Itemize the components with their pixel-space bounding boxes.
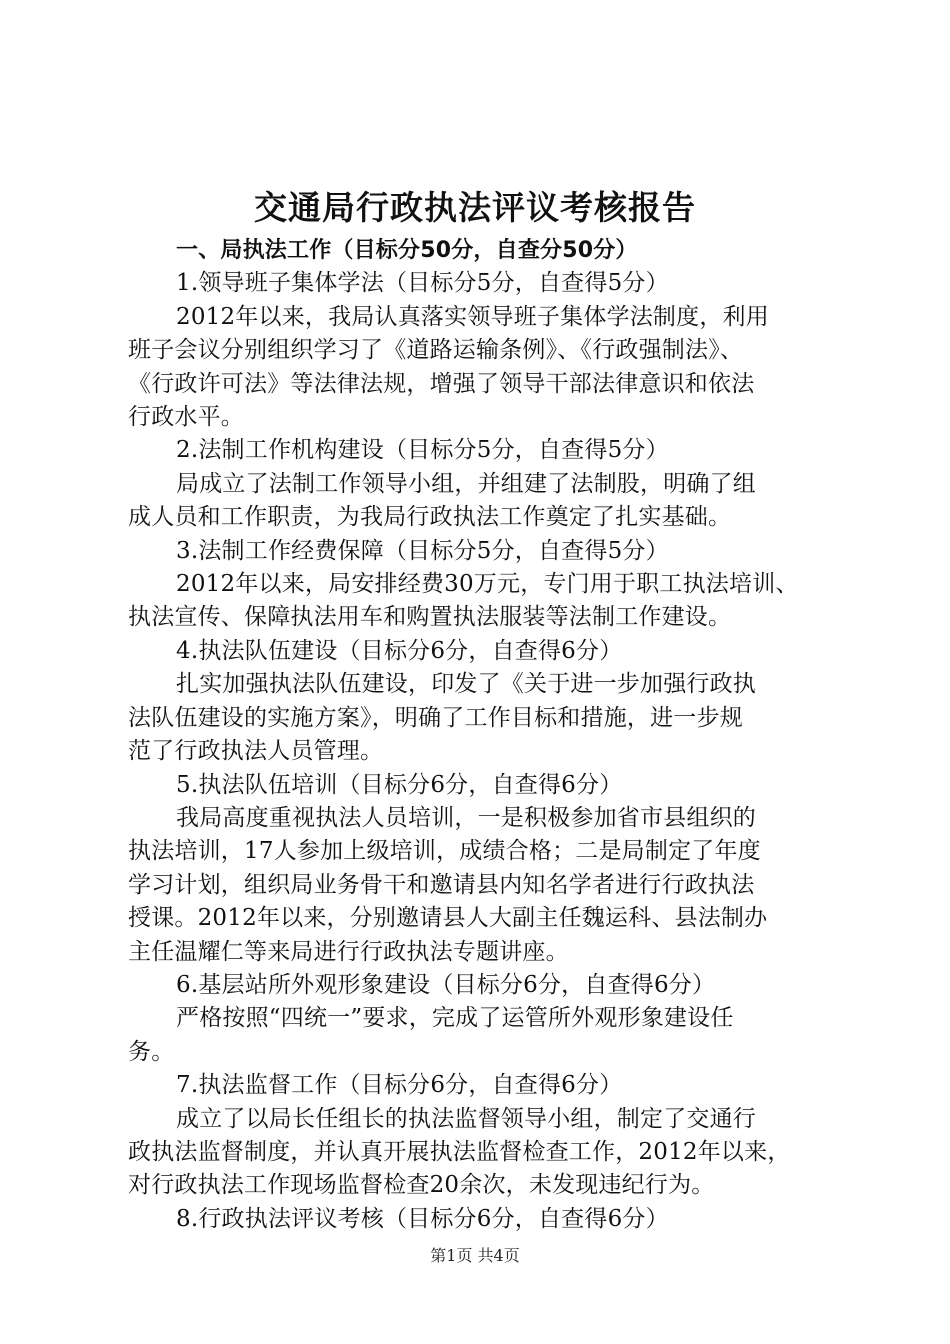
paragraph-line: 主任温耀仁等来局进行行政执法专题讲座。 [128, 938, 569, 965]
paragraph-line: 成立了以局长任组长的执法监督领导小组，制定了交通行 [176, 1105, 756, 1132]
item-heading: 1.领导班子集体学法（目标分5分，自查得5分） [176, 270, 669, 297]
paragraph-line: 法队伍建设的实施方案》，明确了工作目标和措施，进一步规 [128, 704, 743, 731]
document-body [128, 234, 828, 1236]
item-heading: 5.执法队伍培训（目标分6分，自查得6分） [176, 771, 623, 798]
paragraph-line: 《行政许可法》等法律法规，增强了领导干部法律意识和依法 [128, 370, 755, 397]
paragraph-line: 班子会议分别组织学习了《道路运输条例》、《行政强制法》、 [128, 337, 744, 364]
paragraph-line: 政执法监督制度，并认真开展执法监督检查工作，2012年以来， [128, 1138, 791, 1165]
paragraph-line: 对行政执法工作现场监督检查20余次，未发现违纪行为。 [128, 1172, 715, 1199]
paragraph-line: 学习计划，组织局业务骨干和邀请县内知名学者进行行政执法 [128, 871, 755, 898]
paragraph-line: 执法宣传、保障执法用车和购置执法服装等法制工作建设。 [128, 604, 732, 631]
paragraph-line: 务。 [128, 1038, 175, 1065]
paragraph-line: 执法培训，17人参加上级培训，成绩合格；二是局制定了年度 [128, 838, 761, 865]
paragraph-line: 扎实加强执法队伍建设，印发了《关于进一步加强行政执 [176, 671, 756, 698]
paragraph-line: 我局高度重视执法人员培训，一是积极参加省市县组织的 [176, 804, 756, 831]
document-title: 交通局行政执法评议考核报告 [254, 188, 696, 227]
section-heading: 一、局执法工作（目标分50分，自查分50分） [176, 238, 638, 263]
item-heading: 3.法制工作经费保障（目标分5分，自查得5分） [176, 537, 669, 564]
paragraph-line: 2012年以来，局安排经费30万元，专门用于职工执法培训、 [176, 571, 799, 598]
paragraph-line: 授课。2012年以来，分别邀请县人大副主任魏运科、县法制办 [128, 905, 768, 932]
paragraph-line: 行政水平。 [128, 404, 244, 431]
paragraph-line: 范了行政执法人员管理。 [128, 738, 384, 765]
paragraph-line: 成人员和工作职责，为我局行政执法工作奠定了扎实基础。 [128, 504, 732, 531]
page-footer: 第1页 共4页 [430, 1246, 520, 1265]
paragraph-line: 局成立了法制工作领导小组，并组建了法制股，明确了组 [176, 470, 756, 497]
item-heading: 6.基层站所外观形象建设（目标分6分，自查得6分） [176, 971, 716, 998]
item-heading: 8.行政执法评议考核（目标分6分，自查得6分） [176, 1205, 669, 1232]
paragraph-line: 严格按照“四统一”要求，完成了运管所外观形象建设任 [176, 1005, 734, 1032]
item-heading: 4.执法队伍建设（目标分6分，自查得6分） [176, 637, 623, 664]
item-heading: 2.法制工作机构建设（目标分5分，自查得5分） [176, 437, 669, 464]
paragraph-line: 2012年以来，我局认真落实领导班子集体学法制度，利用 [176, 303, 769, 330]
item-heading: 7.执法监督工作（目标分6分，自查得6分） [176, 1072, 623, 1099]
